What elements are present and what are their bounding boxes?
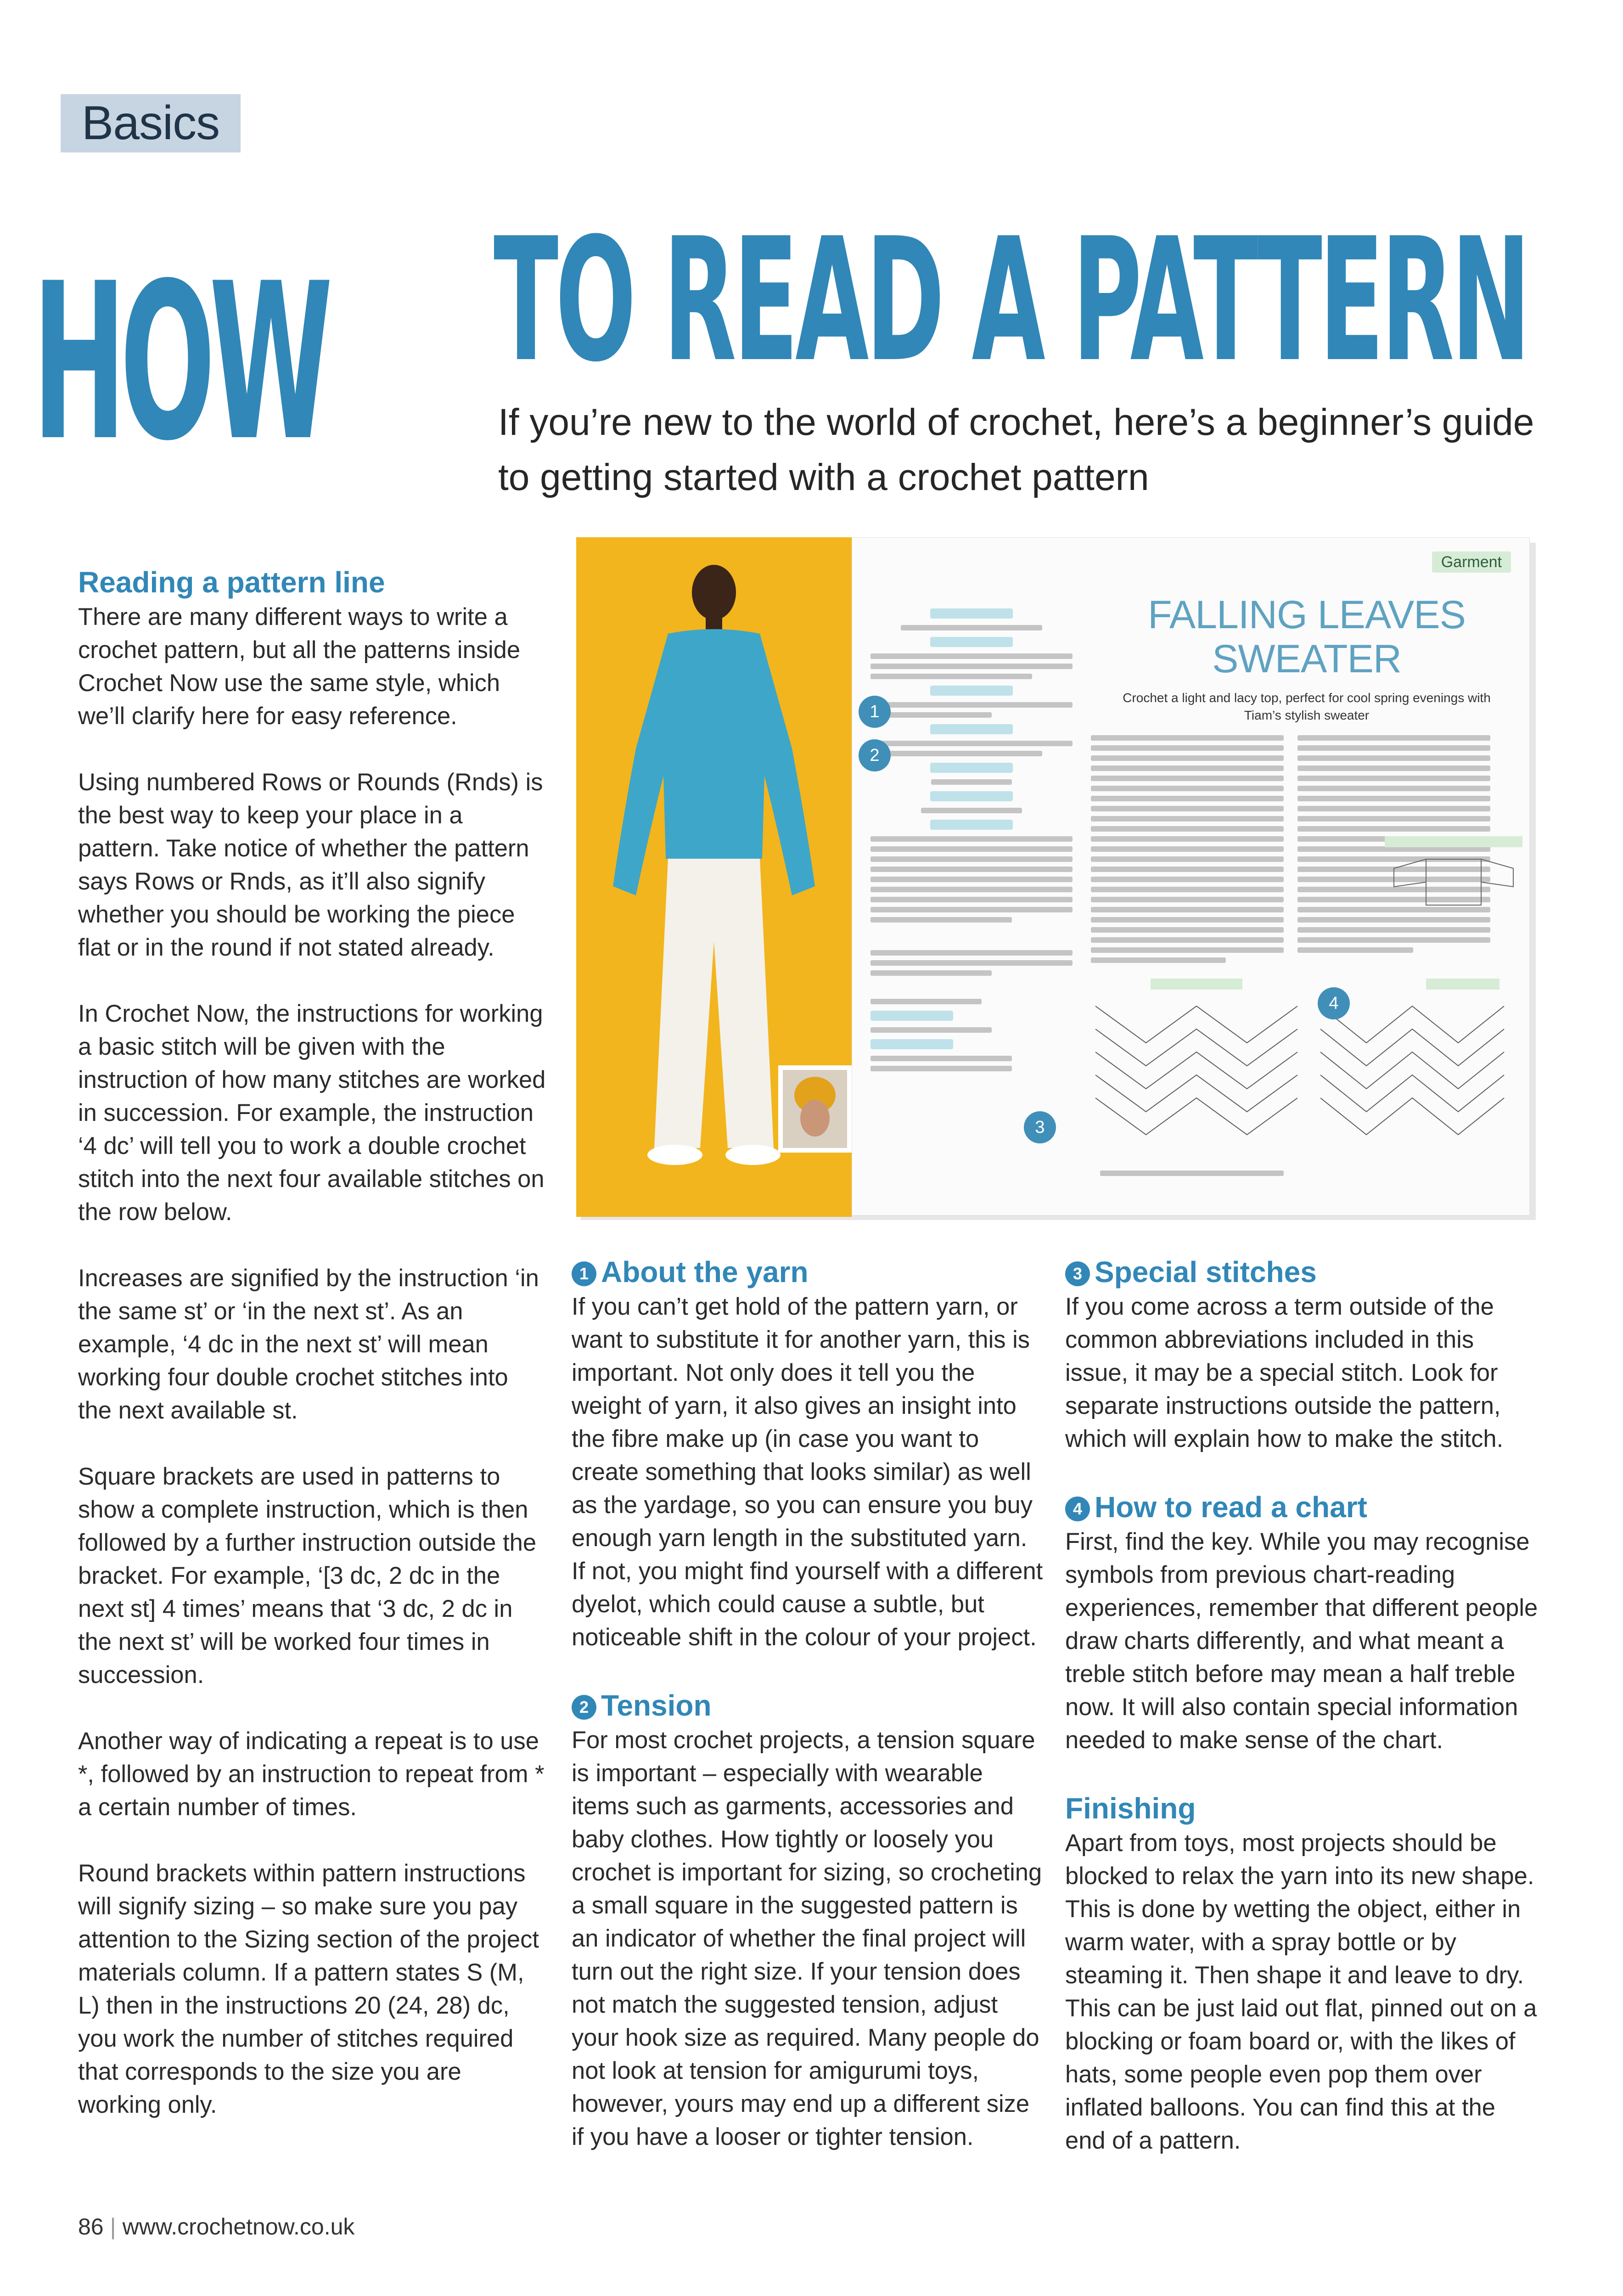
- paragraph: In Crochet Now, the instructions for working a basic stitch will be given with the instruction of how many stitches are worked in succession. For example, the instruction ‘4 dc’ will tell you to work a double crochet stitch into the next four available stitches on the row below.: [78, 1000, 546, 1226]
- callout-1: 1: [859, 696, 891, 728]
- pattern-title: FALLING LEAVES SWEATER: [1148, 593, 1466, 681]
- garment-tag: Garment: [1432, 551, 1511, 573]
- heading-about-the-yarn: 1 About the yarn: [572, 1254, 1045, 1290]
- callout-2: 2: [859, 739, 891, 771]
- stitch-chart-full-repeat: [1091, 979, 1302, 1153]
- number-badge: 3: [1065, 1261, 1090, 1286]
- chart-key: [1100, 1167, 1330, 1181]
- paragraph: Another way of indicating a repeat is to use *, followed by an instruction to repeat from * a certain number of times.: [78, 1728, 545, 1821]
- paragraph: If you come across a term outside of the common abbreviations included in this issue, it may be a special stitch. Look for separate instructions outside the pattern, which will explain how to make the stitch.: [1065, 1293, 1504, 1452]
- number-badge: 4: [1065, 1497, 1090, 1521]
- column-special-chart-finishing: [1065, 1254, 1538, 2190]
- heading-finishing: Finishing: [1065, 1792, 1196, 1825]
- pattern-spread-image: [576, 537, 1531, 1217]
- paragraph: Apart from toys, most projects should be blocked to relax the yarn into its new shape. This is done by wetting the object, either in warm water, with a spray bottle or by steaming it. Then shape it and leave to dry. This can be just laid out flat, pinned out on a blocking or foam board or, with the likes of hats, some people even pop them over inflated balloons. You can find this at the end of a pattern.: [1065, 1829, 1537, 2154]
- heading-tension: 2 Tension: [572, 1687, 1045, 1724]
- column-yarn-tension: [572, 1254, 1045, 2187]
- paragraph: Using numbered Rows or Rounds (Rnds) is the best way to keep your place in a pattern. Take notice of whether the pattern says Rows or Rnds, as it’ll also signify whether you should be working the piece flat or in the round if not stated already.: [78, 769, 543, 961]
- title-rest: TO READ A PATTERN: [494, 202, 1528, 400]
- paragraph: For most crochet projects, a tension square is important – especially with wearable items such as garments, accessories and baby clothes. How tightly or loosely you crochet is important for sizing, so crocheting a small square in the suggested pattern is an indicator of whether the final project will turn out the right size. If your tension does not match the suggested tension, adjust your hook size as required. Many people do not look at tension for amigurumi toys, however, yours may end up a different size if you have a looser or tighter tension.: [572, 1727, 1042, 2150]
- title-how: HOW: [32, 237, 327, 488]
- website-link[interactable]: www.crochetnow.co.uk: [122, 2214, 355, 2240]
- paragraph: If you can’t get hold of the pattern yarn, or want to substitute it for another yarn, this is important. Not only does it tell you the weight of yarn, it also gives an insight into the fibre make up (in case you want to create something that looks similar) as well as the yardage, so you can ensure you buy enough yarn length in the substituted yarn. If not, you might find yourself with a different dyelot, which could cause a subtle, but noticeable shift in the colour of your project.: [572, 1293, 1043, 1651]
- paragraph: First, find the key. While you may recognise symbols from previous chart-reading experiences, remember that different people draw charts differently, and what meant a treble stitch before may mean a half treble now. It will also contain special information needed to make sense of the chart.: [1065, 1528, 1538, 1754]
- pattern-page: [852, 537, 1530, 1216]
- pattern-info-sidebar: [870, 602, 1073, 1076]
- paragraph: There are many different ways to write a crochet pattern, but all the patterns inside Crochet Now use the same style, which we’ll clarify here for easy reference.: [78, 603, 521, 730]
- number-badge: 2: [572, 1695, 596, 1720]
- number-badge: 1: [572, 1261, 596, 1286]
- page-footer: 86 | www.crochetnow.co.uk: [78, 2214, 355, 2240]
- model-photo: [576, 537, 852, 1217]
- heading-reading-a-pattern-line: Reading a pattern line: [78, 566, 385, 599]
- column-reading-a-pattern-line: [78, 564, 546, 2155]
- instructions-column: [1091, 731, 1284, 968]
- page-number: 86: [78, 2214, 104, 2240]
- heading-special-stitches: 3 Special stitches: [1065, 1254, 1538, 1290]
- callout-3: 3: [1024, 1111, 1056, 1143]
- pattern-subtitle: Crochet a light and lacy top, perfect for cool spring evenings with Tiam’s stylish sweater: [1123, 691, 1491, 722]
- subtitle: If you’re new to the world of crochet, here’s a beginner’s guide to getting started with a crochet pattern: [498, 401, 1534, 498]
- paragraph: Round brackets within pattern instructions will signify sizing – so make sure you pay attention to the Sizing section of the project materials column. If a pattern states S (M, L) then in the instructions 20 (24, 28) dc, you work the number of stitches required that corresponds to the size you are working only.: [78, 1860, 539, 2118]
- schematic-diagram: [1385, 836, 1522, 910]
- paragraph: Square brackets are used in patterns to show a complete instruction, which is then followed by a further instruction outside the bracket. For example, ‘[3 dc, 2 dc in the next st] 4 times’ means that ‘3 dc, 2 dc in the next st’ will be worked four times in succession.: [78, 1463, 537, 1688]
- paragraph: Increases are signified by the instruction ‘in the same st’ or ‘in the next st’. As an example, ‘4 dc in the next st’ will mean working four double crochet stitches into the next available st.: [78, 1265, 539, 1424]
- section-tag: Basics: [61, 94, 241, 152]
- callout-4: 4: [1318, 987, 1350, 1019]
- heading-how-to-read-a-chart: 4 How to read a chart: [1065, 1489, 1538, 1525]
